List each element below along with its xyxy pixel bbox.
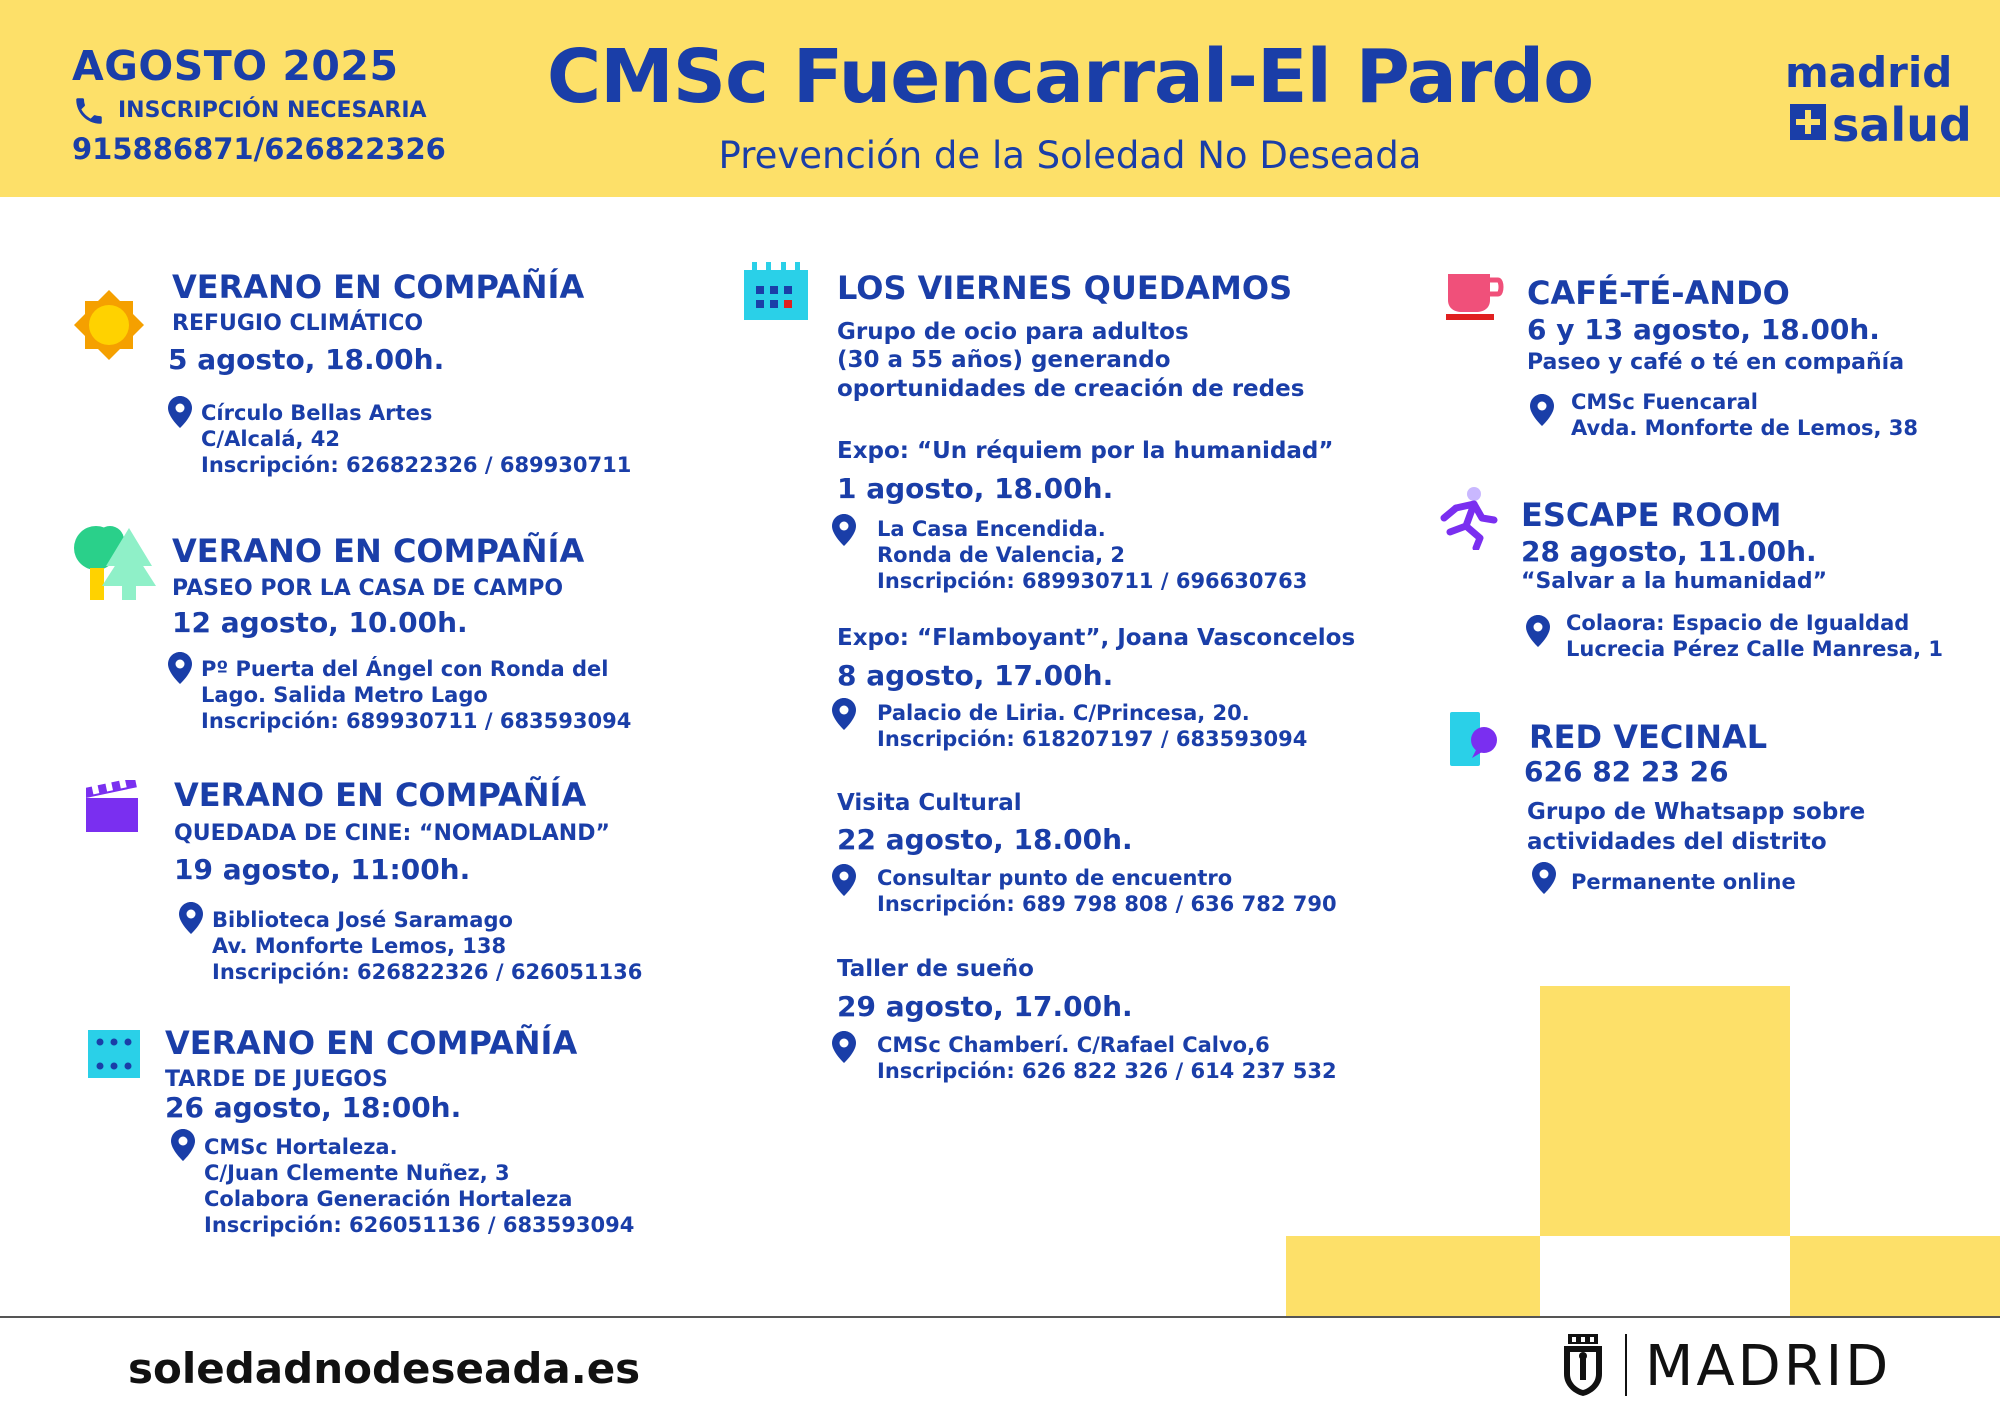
event-heading: VERANO EN COMPAÑÍA	[165, 1024, 578, 1062]
event-title: Taller de sueño	[837, 956, 1034, 982]
running-person-icon	[1436, 486, 1500, 550]
header-phones: 915886871/626822326	[72, 132, 446, 166]
event-address-line: Lucrecia Pérez Calle Manresa, 1	[1566, 637, 1943, 661]
event-address-line: C/Alcalá, 42	[201, 427, 341, 451]
location-pin-icon	[168, 652, 192, 684]
event-date: 29 agosto, 17.00h.	[837, 990, 1133, 1023]
section-description-line: (30 a 55 años) generando	[837, 347, 1171, 373]
sun-icon	[74, 290, 144, 360]
event-heading: VERANO EN COMPAÑÍA	[174, 776, 587, 814]
decorative-block	[1286, 1236, 1540, 1316]
location-pin-icon	[1532, 862, 1556, 894]
calendar-icon	[744, 262, 808, 320]
event-address-line: CMSc Fuencaral	[1571, 390, 1758, 414]
dice-icon	[88, 1030, 140, 1078]
event-date: 1 agosto, 18.00h.	[837, 472, 1114, 505]
event-address-line: Av. Monforte Lemos, 138	[212, 934, 507, 958]
logo-madrid-text: madrid	[1785, 48, 1953, 97]
event-detail-line: Grupo de Whatsapp sobre	[1527, 799, 1866, 825]
event-address-line: Avda. Monforte de Lemos, 38	[1571, 416, 1919, 440]
decorative-block	[1540, 986, 1790, 1236]
location-pin-icon	[832, 698, 856, 730]
event-registration-line: Inscripción: 626 822 326 / 614 237 532	[877, 1059, 1337, 1083]
section-heading: LOS VIERNES QUEDAMOS	[837, 269, 1293, 307]
plus-logo-icon	[1790, 104, 1826, 140]
location-pin-icon	[1526, 615, 1550, 647]
event-registration-line: Inscripción: 626822326 / 626051136	[212, 960, 643, 984]
event-title: Expo: “Un réquiem por la humanidad”	[837, 438, 1334, 464]
event-address-line: Pº Puerta del Ángel con Ronda del	[201, 657, 609, 681]
event-date: 28 agosto, 11.00h.	[1521, 535, 1817, 568]
event-address-line: Palacio de Liria. C/Princesa, 20.	[877, 701, 1250, 725]
location-pin-icon	[1530, 394, 1554, 426]
event-registration-line: Inscripción: 689 798 808 / 636 782 790	[877, 892, 1337, 916]
event-address-line: CMSc Hortaleza.	[204, 1135, 398, 1159]
footer-url[interactable]: soledadnodeseada.es	[128, 1344, 641, 1393]
event-detail: Paseo y café o té en compañía	[1527, 350, 1905, 375]
location-pin-icon	[832, 514, 856, 546]
location-pin-icon	[832, 864, 856, 896]
footer-separator	[1625, 1334, 1627, 1396]
event-heading: ESCAPE ROOM	[1521, 496, 1782, 534]
event-title: Visita Cultural	[837, 790, 1022, 816]
cup-icon	[1446, 272, 1504, 320]
logo-salud-text: salud	[1832, 98, 1972, 152]
event-address-line: Colaora: Espacio de Igualdad	[1566, 611, 1910, 635]
event-subheading: QUEDADA DE CINE: “NOMADLAND”	[174, 821, 610, 846]
madrid-coat-of-arms-icon	[1562, 1334, 1604, 1396]
event-address-line: Lago. Salida Metro Lago	[201, 683, 488, 707]
event-subheading: TARDE DE JUEGOS	[165, 1067, 388, 1092]
event-registration-line: Inscripción: 618207197 / 683593094	[877, 727, 1308, 751]
page-subtitle: Prevención de la Soledad No Deseada	[718, 134, 1422, 177]
trees-icon	[72, 524, 156, 600]
event-address-line: C/Juan Clemente Nuñez, 3	[204, 1161, 510, 1185]
decorative-block	[1790, 1236, 2000, 1316]
event-address-line: Consultar punto de encuentro	[877, 866, 1233, 890]
event-phone: 626 82 23 26	[1524, 755, 1729, 788]
event-date: 26 agosto, 18:00h.	[165, 1091, 462, 1124]
event-detail: “Salvar a la humanidad”	[1521, 569, 1828, 594]
event-heading: RED VECINAL	[1529, 718, 1768, 756]
event-address-line: La Casa Encendida.	[877, 517, 1106, 541]
event-subheading: REFUGIO CLIMÁTICO	[172, 311, 424, 336]
event-detail-line: actividades del distrito	[1527, 829, 1827, 855]
clapperboard-icon	[86, 780, 140, 832]
event-address-line: CMSc Chamberí. C/Rafael Calvo,6	[877, 1033, 1270, 1057]
page-title: CMSc Fuencarral-El Pardo	[546, 34, 1594, 120]
event-subheading: PASEO POR LA CASA DE CAMPO	[172, 576, 564, 601]
event-registration-line: Inscripción: 689930711 / 696630763	[877, 569, 1308, 593]
location-pin-icon	[832, 1031, 856, 1063]
event-registration-line: Inscripción: 626051136 / 683593094	[204, 1213, 635, 1237]
event-date: 6 y 13 agosto, 18.00h.	[1527, 313, 1880, 346]
event-heading: VERANO EN COMPAÑÍA	[172, 532, 585, 570]
event-date: 19 agosto, 11:00h.	[174, 853, 471, 886]
event-registration-line: Inscripción: 626822326 / 689930711	[201, 453, 632, 477]
event-date: 22 agosto, 18.00h.	[837, 823, 1133, 856]
event-date: 12 agosto, 10.00h.	[172, 606, 468, 639]
event-date: 5 agosto, 18.00h.	[168, 343, 445, 376]
event-registration-line: Inscripción: 689930711 / 683593094	[201, 709, 632, 733]
registration-required: INSCRIPCIÓN NECESARIA	[118, 98, 427, 123]
event-address-line: Colabora Generación Hortaleza	[204, 1187, 573, 1211]
event-address-line: Círculo Bellas Artes	[201, 401, 433, 425]
event-address-line: Permanente online	[1571, 870, 1796, 894]
section-description-line: Grupo de ocio para adultos	[837, 319, 1189, 345]
event-heading: CAFÉ-TÉ-ANDO	[1527, 274, 1790, 312]
event-title: Expo: “Flamboyant”, Joana Vasconcelos	[837, 625, 1356, 651]
location-pin-icon	[171, 1129, 195, 1161]
footer-madrid-logo: MADRID	[1645, 1334, 1892, 1399]
phone-chat-icon	[1450, 712, 1502, 768]
event-address-line: Ronda de Valencia, 2	[877, 543, 1126, 567]
event-heading: VERANO EN COMPAÑÍA	[172, 268, 585, 306]
phone-icon	[72, 94, 106, 128]
month-label: AGOSTO 2025	[72, 42, 399, 90]
event-date: 8 agosto, 17.00h.	[837, 659, 1114, 692]
section-description-line: oportunidades de creación de redes	[837, 376, 1305, 402]
location-pin-icon	[179, 902, 203, 934]
location-pin-icon	[168, 396, 192, 428]
footer-divider	[0, 1316, 2000, 1318]
event-address-line: Biblioteca José Saramago	[212, 908, 513, 932]
